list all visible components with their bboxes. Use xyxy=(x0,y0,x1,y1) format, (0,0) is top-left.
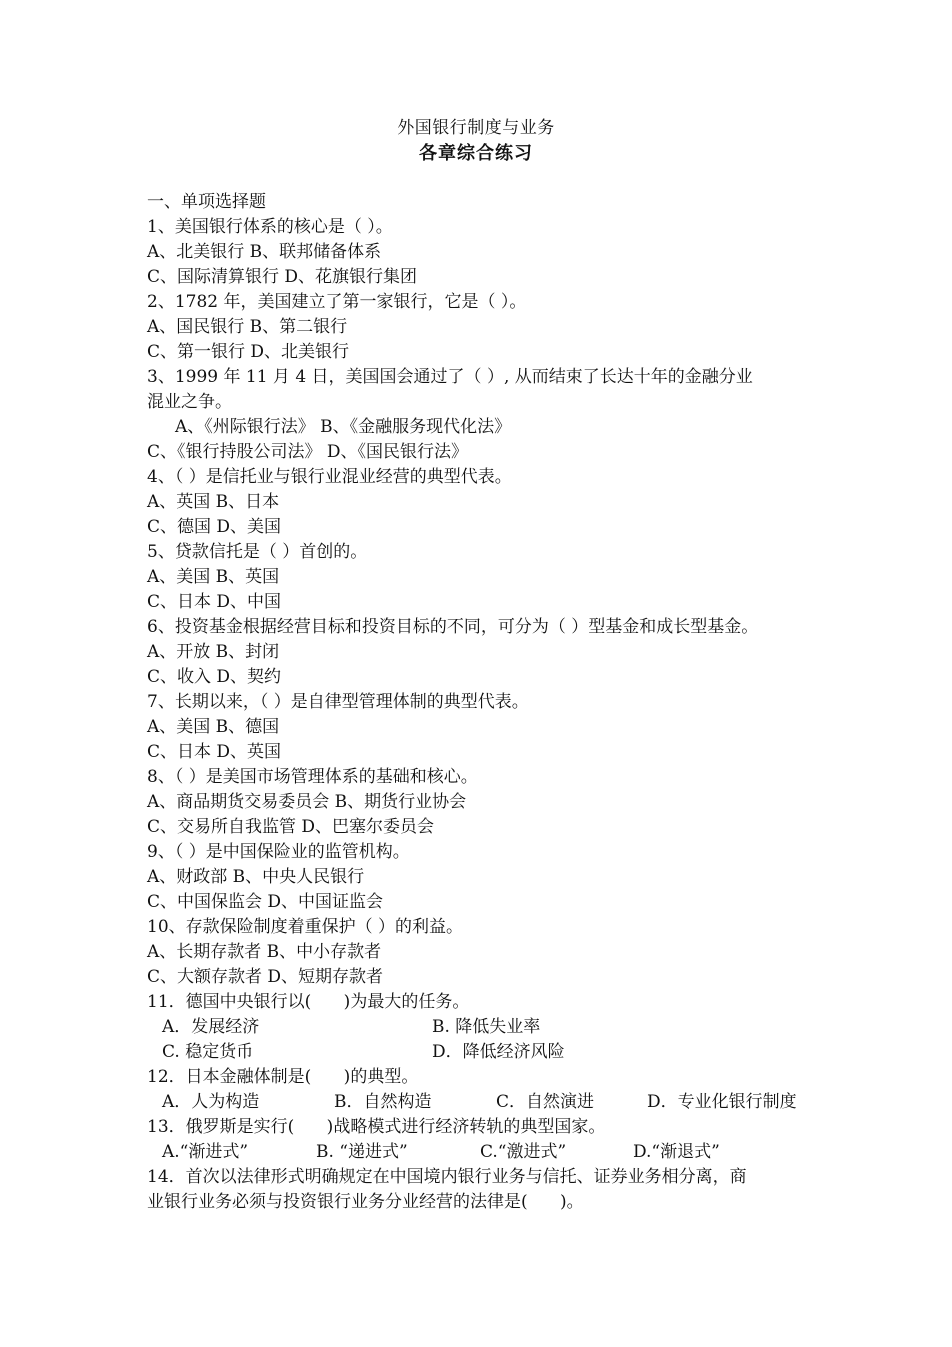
question-6-options-ab: A、开放 B、封闭 xyxy=(147,642,280,662)
question-5-options-ab: A、美国 B、英国 xyxy=(147,567,280,587)
question-5-options-cd: C、日本 D、中国 xyxy=(147,592,282,612)
question-2-options-cd: C、第一银行 D、北美银行 xyxy=(147,342,350,362)
question-13-option-c: C.“激进式” xyxy=(480,1142,567,1162)
question-12-options xyxy=(147,1090,817,1115)
question-12-option-b: B．自然构造 xyxy=(334,1092,432,1112)
question-6-options-cd: C、收入 D、契约 xyxy=(147,667,282,687)
question-3-options-ab: A、《州际银行法》 B、《金融服务现代化法》 xyxy=(175,417,512,437)
question-9-options-ab: A、财政部 B、中央人民银行 xyxy=(147,867,365,887)
question-11-option-a: A．发展经济 xyxy=(162,1017,260,1037)
question-13-option-a: A.“渐进式” xyxy=(162,1142,249,1162)
document-title: 外国银行制度与业务 xyxy=(397,118,555,138)
question-9: 9、（ ）是中国保险业的监管机构。 xyxy=(147,842,410,862)
question-2-options-ab: A、国民银行 B、第二银行 xyxy=(147,317,348,337)
question-7-options-cd: C、日本 D、英国 xyxy=(147,742,282,762)
question-4-options-cd: C、德国 D、美国 xyxy=(147,517,282,537)
question-1-options-cd: C、国际清算银行 D、花旗银行集团 xyxy=(147,267,418,287)
question-6: 6、投资基金根据经营目标和投资目标的不同，可分为（ ）型基金和成长型基金。 xyxy=(147,617,759,637)
section-heading: 一、单项选择题 xyxy=(147,192,266,212)
question-7: 7、长期以来，（ ）是自律型管理体制的典型代表。 xyxy=(147,692,529,712)
question-4: 4、（ ）是信托业与银行业混业经营的典型代表。 xyxy=(147,467,512,487)
question-10-options-cd: C、大额存款者 D、短期存款者 xyxy=(147,967,384,987)
question-8: 8、（ ）是美国市场管理体系的基础和核心。 xyxy=(147,767,478,787)
document-subtitle: 各章综合练习 xyxy=(419,143,533,164)
question-8-options-cd: C、交易所自我监管 D、巴塞尔委员会 xyxy=(147,817,435,837)
question-11-option-b: B. 降低失业率 xyxy=(432,1017,541,1037)
question-11-options-ab xyxy=(147,1015,817,1040)
question-14-continued: 业银行业务必须与投资银行业务分业经营的法律是( )。 xyxy=(147,1192,584,1212)
question-3-options-cd: C、《银行持股公司法》 D、《国民银行法》 xyxy=(147,442,469,462)
question-13-option-b: B. “递进式” xyxy=(316,1142,408,1162)
question-13-options xyxy=(147,1140,817,1165)
question-2: 2、1782 年，美国建立了第一家银行，它是（ ）。 xyxy=(147,292,527,312)
question-7-options-ab: A、美国 B、德国 xyxy=(147,717,280,737)
question-4-options-ab: A、英国 B、日本 xyxy=(147,492,280,512)
question-13: 13．俄罗斯是实行( )战略模式进行经济转轨的典型国家。 xyxy=(147,1117,606,1137)
question-1-options-ab: A、北美银行 B、联邦储备体系 xyxy=(147,242,382,262)
question-12-option-a: A．人为构造 xyxy=(162,1092,260,1112)
question-11-option-c: C. 稳定货币 xyxy=(162,1042,254,1062)
question-10-options-ab: A、长期存款者 B、中小存款者 xyxy=(147,942,382,962)
question-10: 10、存款保险制度着重保护（ ）的利益。 xyxy=(147,917,464,937)
question-5: 5、贷款信托是（ ）首创的。 xyxy=(147,542,368,562)
question-9-options-cd: C、中国保监会 D、中国证监会 xyxy=(147,892,384,912)
question-11-option-d: D．降低经济风险 xyxy=(432,1042,565,1062)
question-list xyxy=(147,190,817,1215)
question-3: 3、1999 年 11 月 4 日，美国国会通过了（ ）, 从而结束了长达十年的金融分业 xyxy=(147,367,753,387)
question-11: 11．德国中央银行以( )为最大的任务。 xyxy=(147,992,470,1012)
question-13-option-d: D.“渐退式” xyxy=(633,1142,720,1162)
question-11-options-cd xyxy=(147,1040,817,1065)
question-8-options-ab: A、商品期货交易委员会 B、期货行业协会 xyxy=(147,792,467,812)
question-12-option-d: D．专业化银行制度 xyxy=(647,1092,797,1112)
question-3-continued: 混业之争。 xyxy=(147,392,232,412)
question-12: 12．日本金融体制是( )的典型。 xyxy=(147,1067,419,1087)
question-12-option-c: C．自然演进 xyxy=(496,1092,595,1112)
question-1: 1、美国银行体系的核心是（ ）。 xyxy=(147,217,393,237)
question-14: 14．首次以法律形式明确规定在中国境内银行业务与信托、证券业务相分离，商 xyxy=(147,1167,747,1187)
